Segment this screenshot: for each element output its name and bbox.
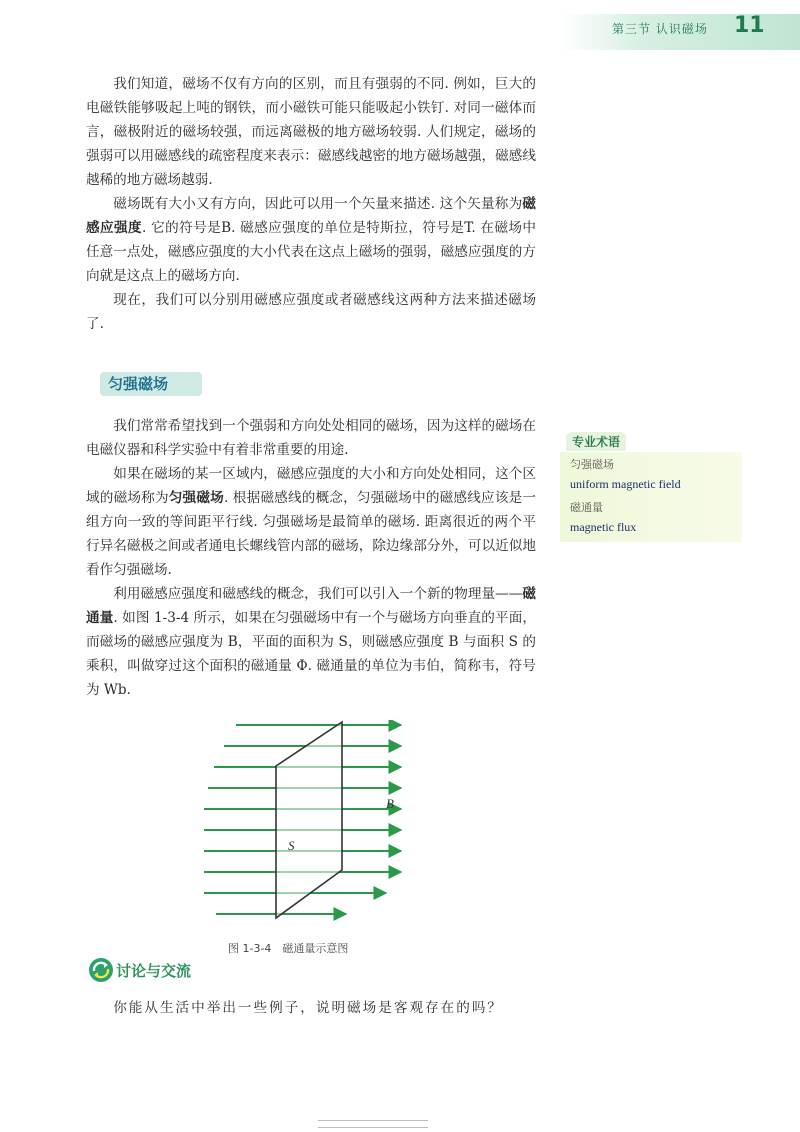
term-magnetic-induction: 磁感应强度 xyxy=(86,196,536,236)
intro-text-block xyxy=(86,72,536,336)
figure-caption: 图 1-3-4 磁通量示意图 xyxy=(228,942,349,955)
glossary-term-cn: 匀强磁场 xyxy=(570,458,614,471)
paragraph-uniform-wish: 我们常常希望找到一个强弱和方向处处相同的磁场，因为这样的磁场在电磁仪器和科学实验中有着非常重要的用途. xyxy=(86,418,536,458)
discussion-icon xyxy=(88,957,114,983)
glossary-body xyxy=(560,452,742,542)
glossary-term-en: magnetic flux xyxy=(570,520,637,534)
glossary-term-cn: 磁通量 xyxy=(570,501,603,514)
flux-plane xyxy=(276,722,342,918)
page-number: 11 xyxy=(734,13,765,38)
discussion-title: 讨论与交流 xyxy=(116,962,192,980)
paragraph-induction: 磁场既有大小又有方向，因此可以用一个矢量来描述. 这个矢量称为磁感应强度. 它的符号是B. 磁感应强度的单位是特斯拉，符号是T. 在磁场中任意一点处，磁感应强度的大小代表在这点上磁场的强弱，磁感应强度的方向就是这点上的磁场方向. xyxy=(86,196,537,284)
glossary-term-en: uniform magnetic field xyxy=(570,477,681,491)
paragraph-methods: 现在，我们可以分别用磁感应强度或者磁感线这两种方法来描述磁场了. xyxy=(86,292,536,332)
label-s: S xyxy=(288,838,295,853)
glossary-heading: 专业术语 xyxy=(566,432,626,451)
discussion-question: 你能从生活中举出一些例子，说明磁场是客观存在的吗？ xyxy=(113,1000,504,1016)
term-magnetic-flux: 磁通量 xyxy=(86,586,537,626)
header-section-title: 第三节 认识磁场 xyxy=(612,22,708,36)
paragraph-strength: 我们知道，磁场不仅有方向的区别，而且有强弱的不同. 例如，巨大的电磁铁能够吸起上吨的钢铁，而小磁铁可能只能吸起小铁钉. 对同一磁体而言，磁极附近的磁场较强，而远离磁极的地方磁场较弱. 人们规定，磁场的强弱可以用磁感线的疏密程度来表示：磁感线越密的地方磁场越强，磁感线越稀的地方磁场越弱. xyxy=(86,76,536,188)
paragraph-uniform-definition: 如果在磁场的某一区域内，磁感应强度的大小和方向处处相同，这个区域的磁场称为匀强磁场. 根据磁感线的概念，匀强磁场中的磁感线应该是一组方向一致的等间距平行线. 匀强磁场是最简单的磁场. 距离很近的两个平行异名磁极之间或者通电长螺线管内部的磁场，除边缘部分外，可以近似地看作匀强磁场. xyxy=(86,466,537,578)
uniform-text-block xyxy=(86,414,536,702)
term-uniform-field: 匀强磁场 xyxy=(168,490,224,506)
glossary-box xyxy=(560,428,742,543)
label-b: B xyxy=(386,796,394,811)
flux-figure xyxy=(196,720,420,930)
flux-diagram xyxy=(196,720,420,930)
bottom-binding-mark xyxy=(318,1120,428,1128)
section-title-uniform-field: 匀强磁场 xyxy=(100,372,202,396)
paragraph-flux: 利用磁感应强度和磁感线的概念，我们可以引入一个新的物理量——磁通量. 如图 1-3-4 所示，如果在匀强磁场中有一个与磁场方向垂直的平面，而磁场的磁感应强度为 B，平面的面积为 S，则磁感应强度 B 与面积 S 的乘积，叫做穿过这个面积的磁通量 Φ. 磁通量的单位为韦伯，简称韦，符号为 Wb. xyxy=(86,586,537,698)
